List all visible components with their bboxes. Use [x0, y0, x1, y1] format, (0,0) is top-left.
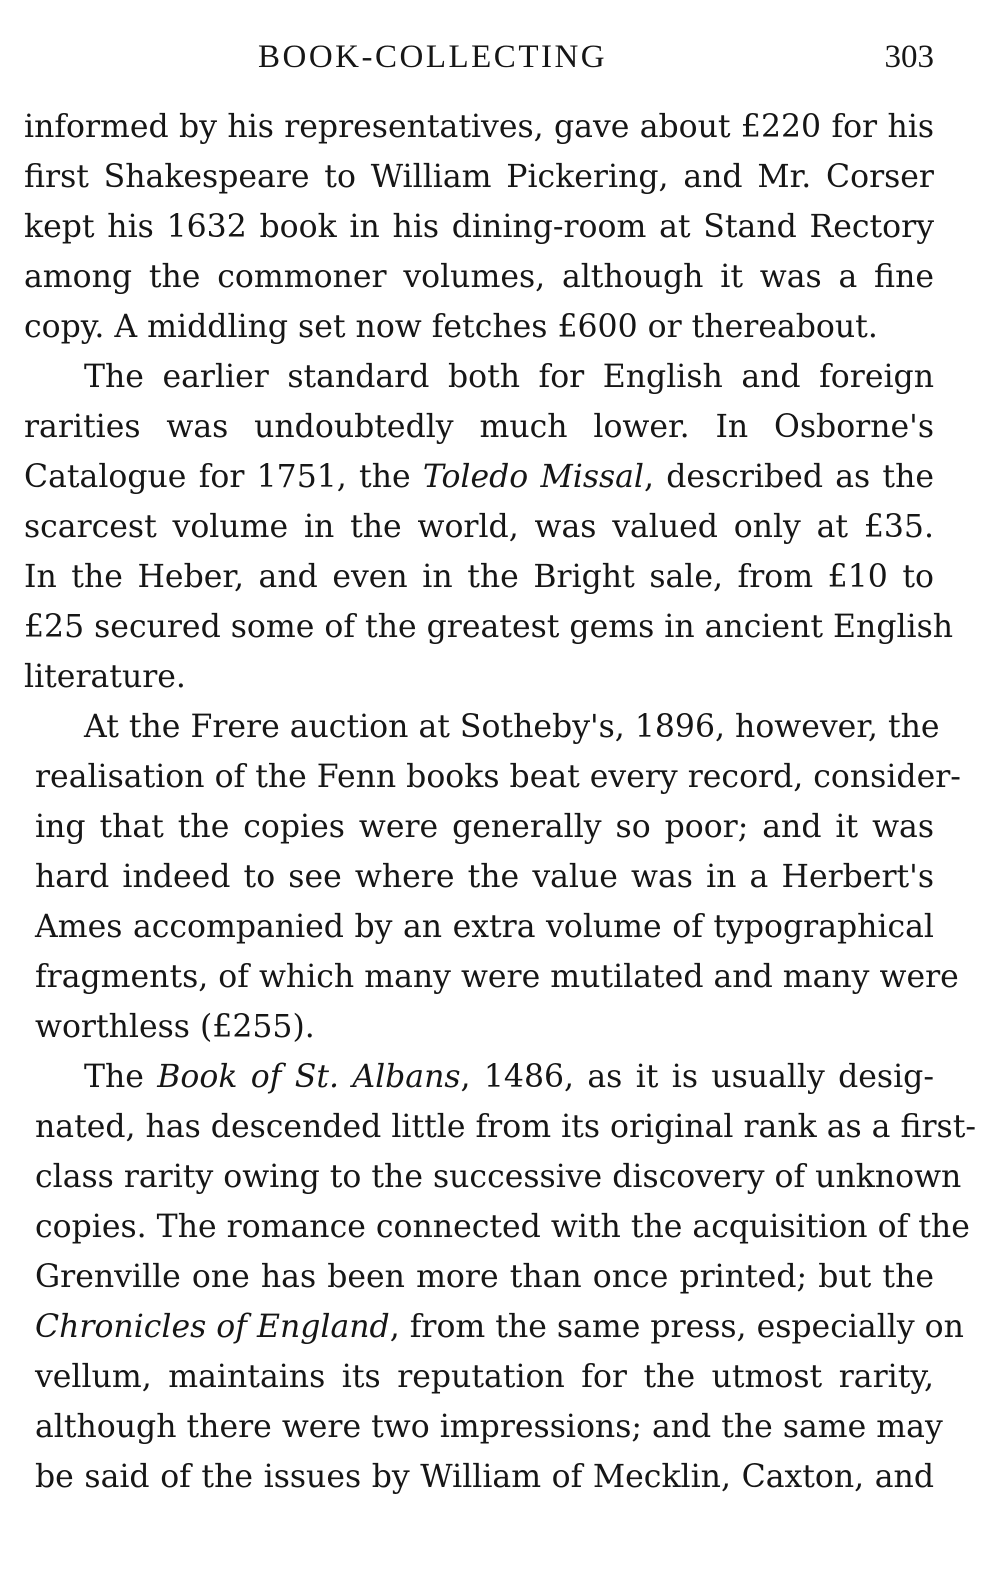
text-line: rarities was undoubtedly much lower. In Osborne's [24, 409, 934, 445]
book-title: Book of St. Albans [157, 1059, 461, 1095]
text-line: nated, has descended little from its original rank as a first- [35, 1109, 977, 1145]
text-line: In the Heber, and even in the Bright sale, from £10 to [24, 559, 934, 595]
text-line: worthless (£255). [35, 1009, 315, 1045]
text-line: Grenville one has been more than once printed; but the [35, 1259, 934, 1295]
text-line: among the commoner volumes, although it was a fine [24, 259, 934, 295]
text-line: literature. [24, 659, 186, 695]
text-line: informed by his representatives, gave about £220 for his [24, 109, 934, 145]
text-line: The earlier standard both for English and foreign [84, 359, 934, 395]
text-line: class rarity owing to the successive discovery of unknown [35, 1159, 962, 1195]
page-number: 303 [884, 39, 934, 75]
text-line: £25 secured some of the greatest gems in ancient English [24, 609, 954, 645]
text-line [24, 1052, 934, 1102]
text-line: copies. The romance connected with the acquisition of the [35, 1209, 970, 1245]
text-segment: , described as the [644, 459, 935, 495]
text-line: realisation of the Fenn books beat every record, consider- [35, 759, 961, 795]
text-line [24, 1302, 964, 1352]
text-line [24, 452, 934, 502]
text-line: vellum, maintains its reputation for the utmost rarity, [35, 1359, 934, 1395]
text-line: At the Frere auction at Sotheby's, 1896, however, the [84, 709, 940, 745]
body-text [24, 102, 977, 1502]
text-line: copy. A middling set now fetches £600 or thereabout. [24, 309, 878, 345]
text-segment: , from the same press, especially on [389, 1309, 964, 1345]
text-line: Ames accompanied by an extra volume of typographical [35, 909, 934, 945]
text-line: scarcest volume in the world, was valued only at £35. [24, 509, 934, 545]
text-segment: , 1486, as it is usually desig- [460, 1059, 934, 1095]
text-line: kept his 1632 book in his dining-room at Stand Rectory [24, 209, 934, 245]
text-line: ing that the copies were generally so poor; and it was [35, 809, 934, 845]
text-segment: Catalogue for 1751, the [24, 459, 423, 495]
book-title: Toledo Missal [422, 459, 645, 495]
text-line: be said of the issues by William of Mecklin, Caxton, and [35, 1459, 934, 1495]
text-line: hard indeed to see where the value was in a Herbert's [35, 859, 934, 895]
text-line: first Shakespeare to William Pickering, and Mr. Corser [24, 159, 934, 195]
text-segment: The [84, 1059, 158, 1095]
book-title: Chronicles of England [35, 1309, 390, 1345]
text-line: although there were two impressions; and the same may [35, 1409, 943, 1445]
running-head [24, 32, 934, 82]
text-line: fragments, of which many were mutilated and many were [35, 959, 959, 995]
running-title: BOOK-COLLECTING [258, 39, 608, 75]
